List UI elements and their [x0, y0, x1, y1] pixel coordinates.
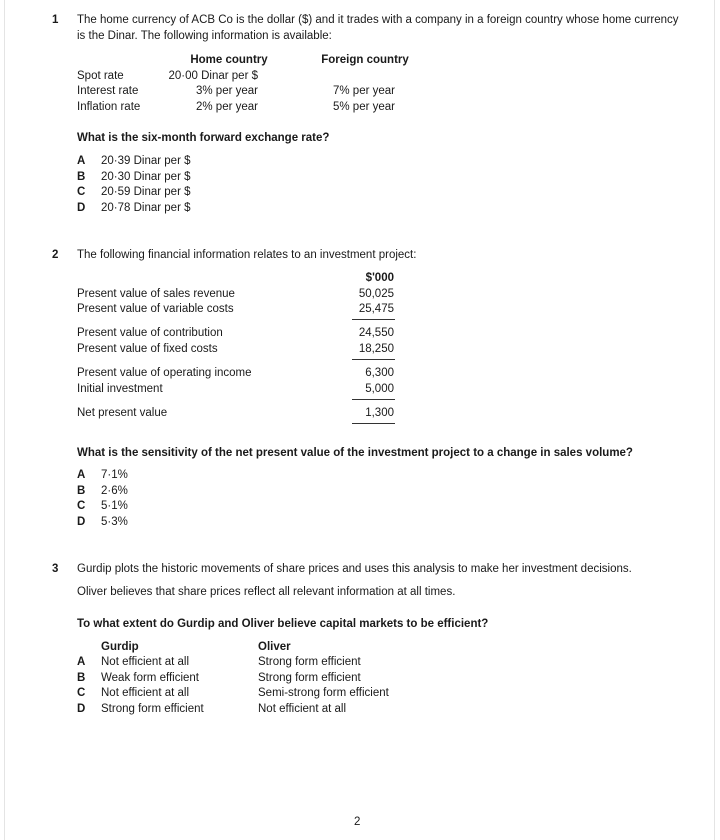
q2-number: 2 — [52, 249, 59, 261]
q2-unit-header: $'000 — [365, 272, 394, 284]
q2-row-value: 5,000 — [365, 383, 394, 395]
q1-option-letter: A — [77, 155, 86, 167]
subtotal-rule — [352, 399, 395, 400]
q3-option-oliver: Semi-strong form efficient — [258, 687, 389, 699]
q3-option-gurdip: Not efficient at all — [101, 656, 190, 668]
q1-option-text: 20·39 Dinar per $ — [101, 155, 191, 167]
q3-option-gurdip: Weak form efficient — [101, 672, 200, 684]
subtotal-rule — [352, 319, 395, 320]
q1-option-text: 20·78 Dinar per $ — [101, 202, 191, 214]
q3-option-oliver: Strong form efficient — [258, 656, 361, 668]
q2-question: What is the sensitivity of the net present value of the investment project to a change in sales volume? — [77, 447, 633, 459]
q3-option-letter: C — [77, 687, 86, 699]
q2-row-label: Present value of operating income — [77, 367, 252, 379]
q1-row-label: Spot rate — [77, 70, 124, 82]
q2-row-label: Present value of contribution — [77, 327, 223, 339]
q3-number: 3 — [52, 563, 59, 575]
page-number: 2 — [354, 816, 361, 828]
q3-option-gurdip: Not efficient at all — [101, 687, 190, 699]
q2-option-text: 5·3% — [101, 516, 128, 528]
q2-row-value: 18,250 — [358, 343, 394, 355]
q1-option-letter: D — [77, 202, 86, 214]
q3-option-letter: A — [77, 656, 86, 668]
q3-question: To what extent do Gurdip and Oliver believe capital markets to be efficient? — [77, 618, 489, 630]
subtotal-rule — [352, 359, 395, 360]
q3-option-letter: B — [77, 672, 86, 684]
q3-line2: Oliver believes that share prices reflect all relevant information at all times. — [77, 586, 456, 598]
q3-option-oliver: Strong form efficient — [258, 672, 361, 684]
q1-number: 1 — [52, 14, 59, 26]
q2-row-label: Present value of variable costs — [77, 303, 234, 315]
q2-row-value: 6,300 — [365, 367, 394, 379]
q2-row-label: Present value of fixed costs — [77, 343, 218, 355]
q3-option-letter: D — [77, 703, 86, 715]
q1-row-foreign: 5% per year — [332, 101, 395, 113]
q2-row-value: 1,300 — [365, 407, 394, 419]
q2-option-text: 7·1% — [101, 469, 128, 481]
q1-col-foreign: Foreign country — [321, 54, 409, 66]
q2-option-letter: B — [77, 485, 86, 497]
q1-col-home: Home country — [190, 54, 268, 66]
q1-row-home: 2% per year — [195, 101, 258, 113]
q2-option-letter: C — [77, 500, 86, 512]
q2-row-label: Present value of sales revenue — [77, 288, 235, 300]
total-rule — [352, 423, 395, 424]
q1-option-letter: C — [77, 186, 86, 198]
q1-option-text: 20·30 Dinar per $ — [101, 171, 191, 183]
q2-option-text: 2·6% — [101, 485, 128, 497]
q3-option-gurdip: Strong form efficient — [101, 703, 204, 715]
q2-row-value: 24,550 — [358, 327, 394, 339]
q2-row-value: 50,025 — [358, 288, 394, 300]
q2-row-value: 25,475 — [358, 303, 394, 315]
q3-col-gurdip: Gurdip — [101, 641, 139, 653]
q3-option-oliver: Not efficient at all — [258, 703, 347, 715]
q1-text-line2: is the Dinar. The following information is available: — [77, 30, 332, 42]
q3-line1: Gurdip plots the historic movements of share prices and uses this analysis to make her investment decisions. — [77, 563, 632, 575]
q1-row-home: 20·00 Dinar per $ — [168, 70, 258, 82]
q2-option-text: 5·1% — [101, 500, 128, 512]
q2-row-label: Initial investment — [77, 383, 163, 395]
q1-text-line1: The home currency of ACB Co is the dollar ($) and it trades with a company in a foreign country whose home currency — [77, 14, 679, 26]
q2-row-label: Net present value — [77, 407, 168, 419]
q1-row-label: Interest rate — [77, 85, 139, 97]
q3-col-oliver: Oliver — [258, 641, 291, 653]
q1-option-text: 20·59 Dinar per $ — [101, 186, 191, 198]
q2-option-letter: A — [77, 469, 86, 481]
q1-question: What is the six-month forward exchange rate? — [77, 132, 330, 144]
q1-row-label: Inflation rate — [77, 101, 141, 113]
q1-option-letter: B — [77, 171, 86, 183]
q2-option-letter: D — [77, 516, 86, 528]
q1-row-home: 3% per year — [195, 85, 258, 97]
q2-intro: The following financial information relates to an investment project: — [77, 249, 417, 261]
q1-row-foreign: 7% per year — [332, 85, 395, 97]
